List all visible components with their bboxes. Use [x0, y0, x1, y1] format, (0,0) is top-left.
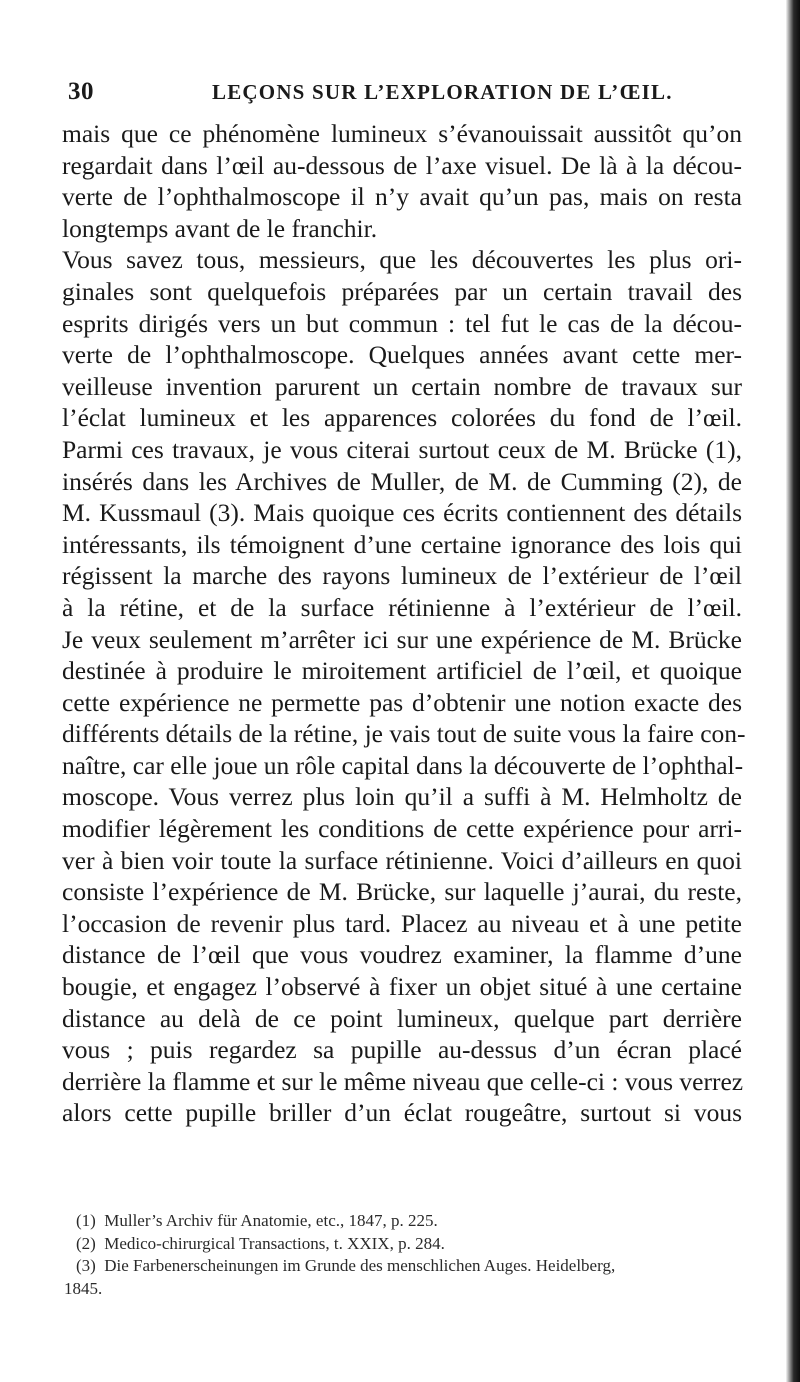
text-line: intéressants, ils témoignent d’une certaine ignorance des lois qui [62, 529, 742, 559]
text-line: M. Kussmaul (3). Mais quoique ces écrits contiennent des détails [62, 498, 742, 528]
text-line: distance au delà de ce point lumineux, quelque part derrière [62, 1003, 742, 1033]
text-line: l’éclat lumineux et les apparences colorées du fond de l’œil. [62, 403, 742, 433]
text-line: ver à bien voir toute la surface rétinienne. Voici d’ailleurs en quoi [62, 845, 742, 875]
text-line: différents détails de la rétine, je vais tout de suite vous la faire con- [62, 719, 746, 749]
text-line: longtemps avant de le franchir. [62, 213, 378, 243]
footnote-text: Medico-chirurgical Transactions, t. XXIX, p. 284. [104, 1233, 445, 1253]
running-title: LEÇONS SUR L’EXPLORATION DE L’ŒIL. [212, 80, 673, 104]
text-line: derrière la flamme et sur le même niveau que celle-ci : vous verrez [62, 1066, 744, 1096]
text-line: destinée à produire le miroitement artificiel de l’œil, et quoique [62, 656, 742, 686]
text-line: bougie, et engagez l’observé à fixer un objet situé à une certaine [62, 972, 742, 1002]
text-line: distance de l’œil que vous voudrez examiner, la flamme d’une [62, 940, 742, 970]
running-head [62, 78, 746, 108]
text-line: insérés dans les Archives de Muller, de M. de Cumming (2), de [62, 466, 742, 496]
text-line: verte de l’ophthalmoscope il n’y avait qu’un pas, mais on resta [62, 182, 742, 212]
footnote-text: Muller’s Archiv für Anatomie, etc., 1847, p. 225. [104, 1211, 438, 1230]
page-edge-shadow [786, 0, 800, 1382]
text-line: modifier légèrement les conditions de cette expérience pour arri- [62, 814, 742, 844]
text-line: moscope. Vous verrez plus loin qu’il a suffi à M. Helmholtz de [62, 782, 742, 812]
footnote-text: Die Farbenerscheinungen im Grunde des menschlichen Auges. Heidelberg, [104, 1256, 616, 1275]
text-line: esprits dirigés vers un but commun : tel fut le cas de la décou- [62, 308, 742, 338]
text-line: à la rétine, et de la surface rétinienne à l’extérieur de l’œil. [62, 592, 742, 622]
text-line: naître, car elle joue un rôle capital dans la découverte de l’ophthal- [62, 750, 744, 780]
text-line: veilleuse invention parurent un certain nombre de travaux sur [62, 371, 742, 401]
text-line: vous ; puis regardez sa pupille au-dessus d’un écran placé [62, 1035, 742, 1065]
body-text [62, 118, 746, 1129]
footnote-mark: (3) [76, 1256, 96, 1275]
text-line: verte de l’ophthalmoscope. Quelques années avant cette mer- [62, 340, 742, 370]
text-line: Parmi ces travaux, je vous citerai surtout ceux de M. Brücke (1), [62, 434, 742, 464]
text-line: l’occasion de revenir plus tard. Placez au niveau et à une petite [62, 908, 742, 938]
text-line: régissent la marche des rayons lumineux de l’extérieur de l’œil [62, 561, 742, 591]
footnote-mark: (2) [76, 1233, 96, 1253]
footnote-3-continuation: 1845. [64, 1278, 103, 1298]
footnote-mark: (1) [76, 1211, 96, 1230]
footnotes [62, 1210, 742, 1300]
text-line: Vous savez tous, messieurs, que les découvertes les plus ori- [62, 245, 742, 275]
footnote-1 [62, 1210, 742, 1233]
page-number: 30 [68, 78, 94, 105]
text-line: mais que ce phénomène lumineux s’évanouissait aussitôt qu’on [62, 119, 742, 148]
text-line: alors cette pupille briller d’un éclat rougeâtre, surtout si vous [62, 1098, 742, 1128]
text-line: regardait dans l’œil au-dessous de l’axe visuel. De là à la décou- [62, 150, 742, 180]
text-line: cette expérience ne permette pas d’obtenir une notion exacte des [62, 687, 742, 717]
text-line: Je veux seulement m’arrêter ici sur une expérience de M. Brücke [62, 624, 742, 654]
footnote-3 [62, 1255, 742, 1278]
text-line: ginales sont quelquefois préparées par un certain travail des [62, 276, 742, 306]
footnote-2 [62, 1233, 742, 1256]
text-line: consiste l’expérience de M. Brücke, sur laquelle j’aurai, du reste, [62, 877, 742, 907]
